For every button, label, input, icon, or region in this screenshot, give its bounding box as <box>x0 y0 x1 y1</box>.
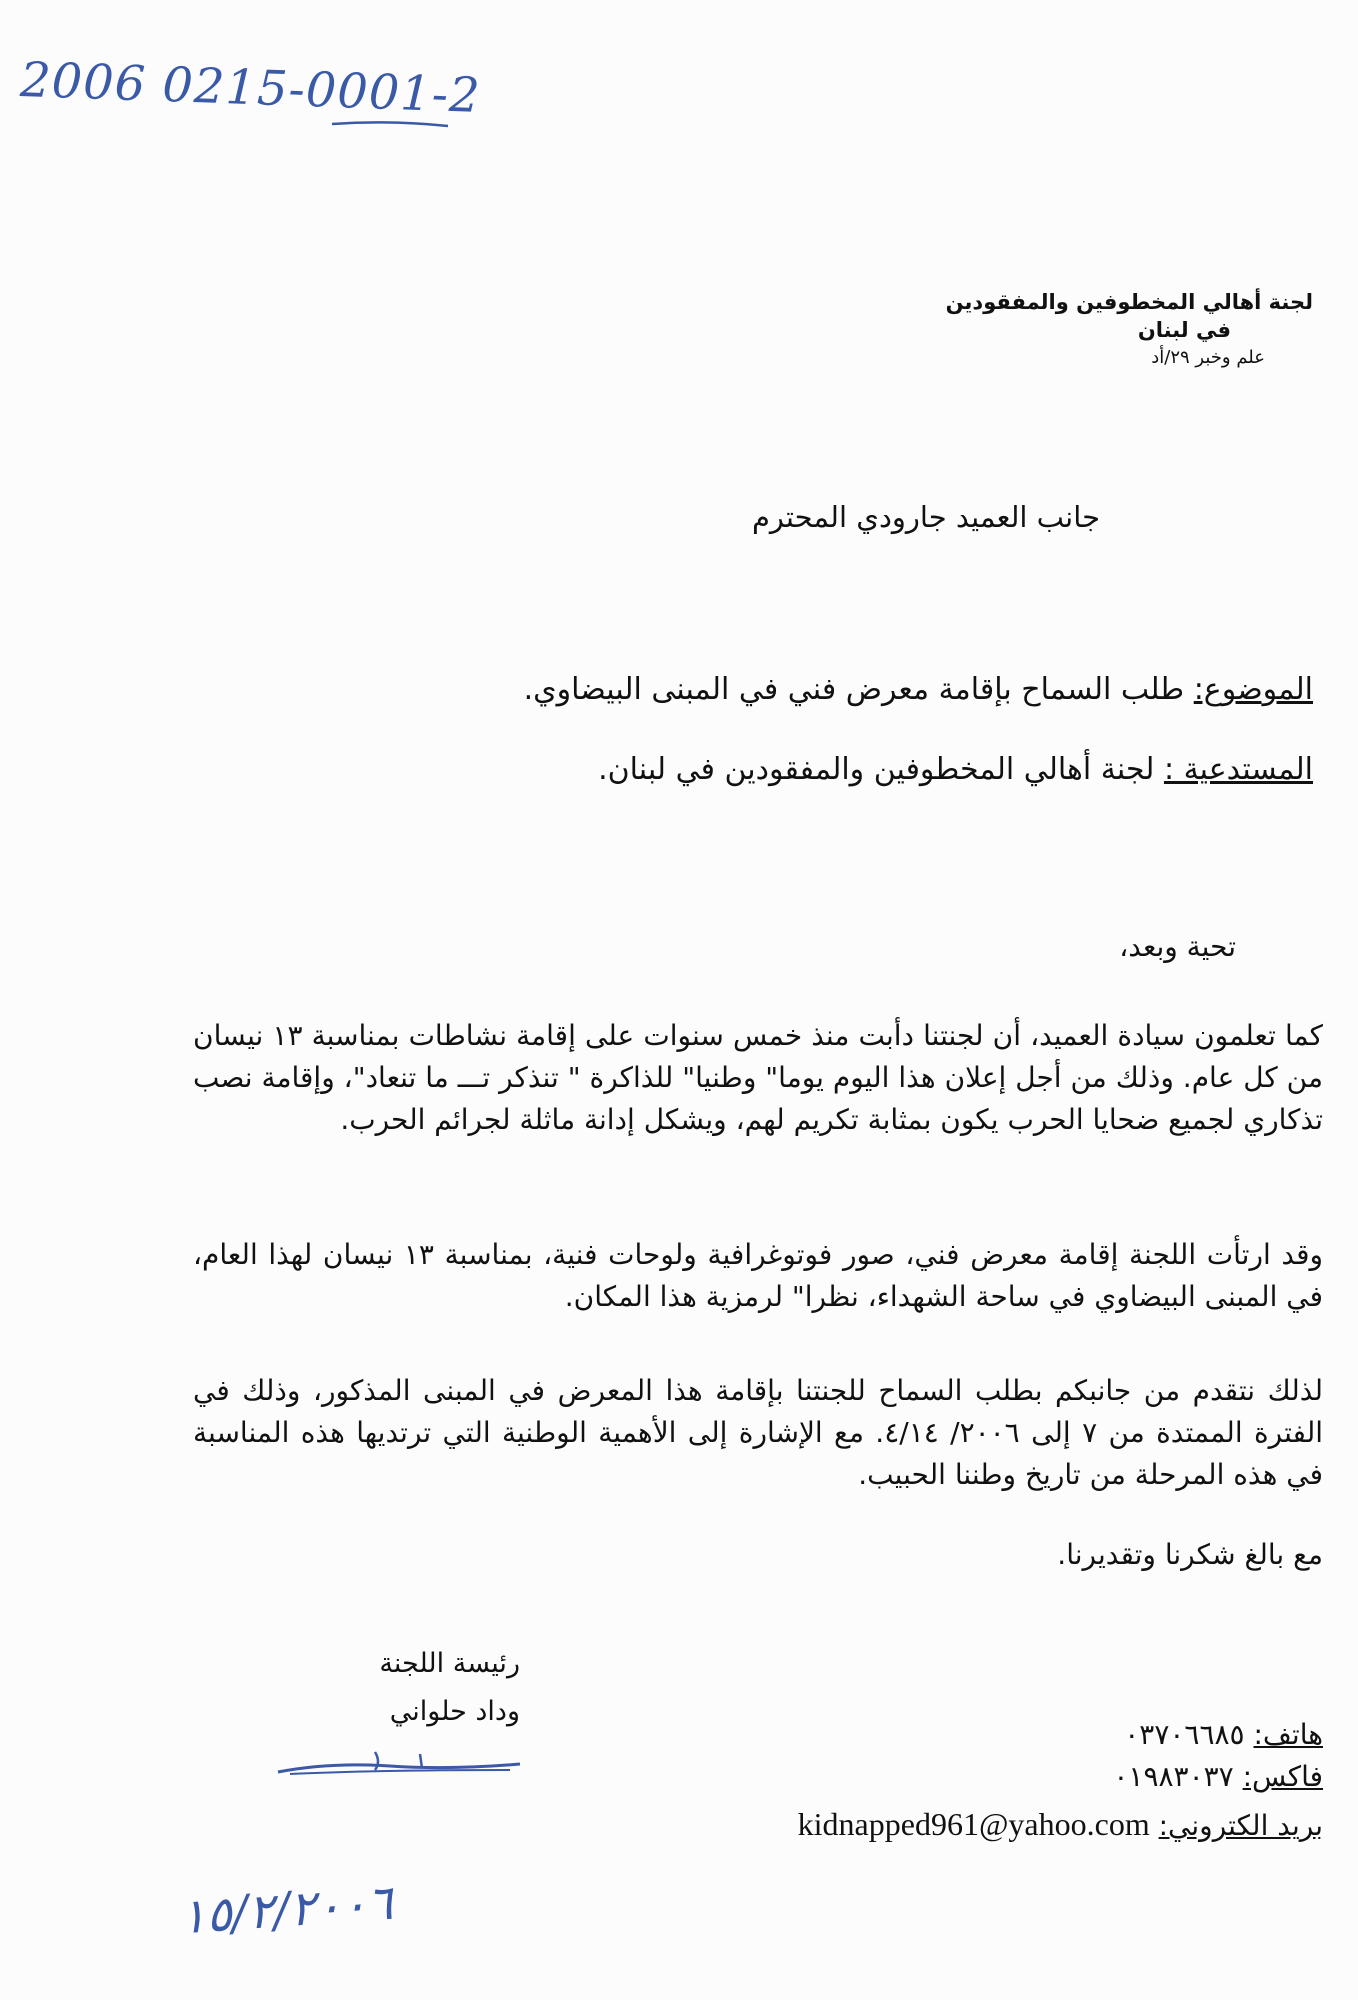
registration-note: علم وخبر ٢٩/أد <box>1151 347 1265 368</box>
subject-text: طلب السماح بإقامة معرض فني في المبنى البيضاوي. <box>523 672 1185 707</box>
fax-value: ٠١٩٨٣٠٣٧ <box>1113 1760 1234 1793</box>
fax-line <box>1113 1760 1323 1793</box>
phone-value: ٠٣٧٠٦٦٨٥ <box>1124 1718 1245 1751</box>
handwritten-reference-number: 2006 0215-0001-2 <box>19 51 482 125</box>
org-name-line2: في لبنان <box>1137 318 1231 342</box>
subject-label: الموضوع: <box>1193 672 1313 707</box>
addressee: جانب العميد جارودي المحترم <box>751 500 1100 534</box>
org-name-line1: لجنة أهالي المخطوفين والمفقودين <box>945 290 1313 314</box>
signature-block <box>350 1640 520 1736</box>
greeting: تحية وبعد، <box>1119 930 1236 963</box>
signatory-name: وداد حلواني <box>389 1696 520 1727</box>
email-label: بريد الكتروني: <box>1158 1809 1323 1842</box>
phone-line <box>1124 1718 1323 1751</box>
phone-label: هاتف: <box>1253 1718 1323 1751</box>
body-paragraph-2: وقد ارتأت اللجنة إقامة معرض فني، صور فوتوغرافية ولوحات فنية، بمناسبة ١٣ نيسان لهذا العام، في المبنى البيضاوي في ساحة الشهداء، نظرا" لرمزية هذا المكان. <box>193 1238 1323 1313</box>
closing-line: مع بالغ شكرنا وتقديرنا. <box>1057 1538 1323 1571</box>
applicant-text: لجنة أهالي المخطوفين والمفقودين في لبنان. <box>598 752 1155 787</box>
applicant-line <box>598 752 1313 787</box>
organization-header <box>813 288 1313 372</box>
reference-underline <box>330 118 450 132</box>
handwritten-date: ١٥/٢/٢٠٠٦ <box>178 1874 395 1946</box>
email-line <box>798 1806 1323 1843</box>
body-paragraph-3: لذلك نتقدم من جانبكم بطلب السماح للجنتنا بإقامة هذا المعرض في المبنى المذكور، وذلك في الفترة الممتدة من ٧ إلى ٢٠٠٦/ ٤/١٤. مع الإشارة إلى الأهمية الوطنية التي ترتديها هذه المناسبة في هذه المرحلة من تاريخ وطننا الحبيب. <box>193 1374 1323 1491</box>
applicant-label: المستدعية : <box>1163 752 1313 787</box>
fax-label: فاكس: <box>1242 1760 1323 1793</box>
subject-line <box>524 672 1313 707</box>
handwritten-signature <box>270 1742 530 1782</box>
body-paragraph-1: كما تعلمون سيادة العميد، أن لجنتنا دأبت منذ خمس سنوات على إقامة نشاطات بمناسبة ١٣ نيسان من كل عام. وذلك من أجل إعلان هذا اليوم يوما" وطنيا" للذاكرة " تنذكر تـــ ما تنعاد"، وإقامة نصب تذكاري لجميع ضحايا الحرب يكون بمثابة تكريم لهم، ويشكل إدانة ماثلة لجرائم الحرب. <box>193 1019 1324 1136</box>
email-value: kidnapped961@yahoo.com <box>797 1806 1150 1842</box>
signatory-title: رئيسة اللجنة <box>379 1648 520 1679</box>
